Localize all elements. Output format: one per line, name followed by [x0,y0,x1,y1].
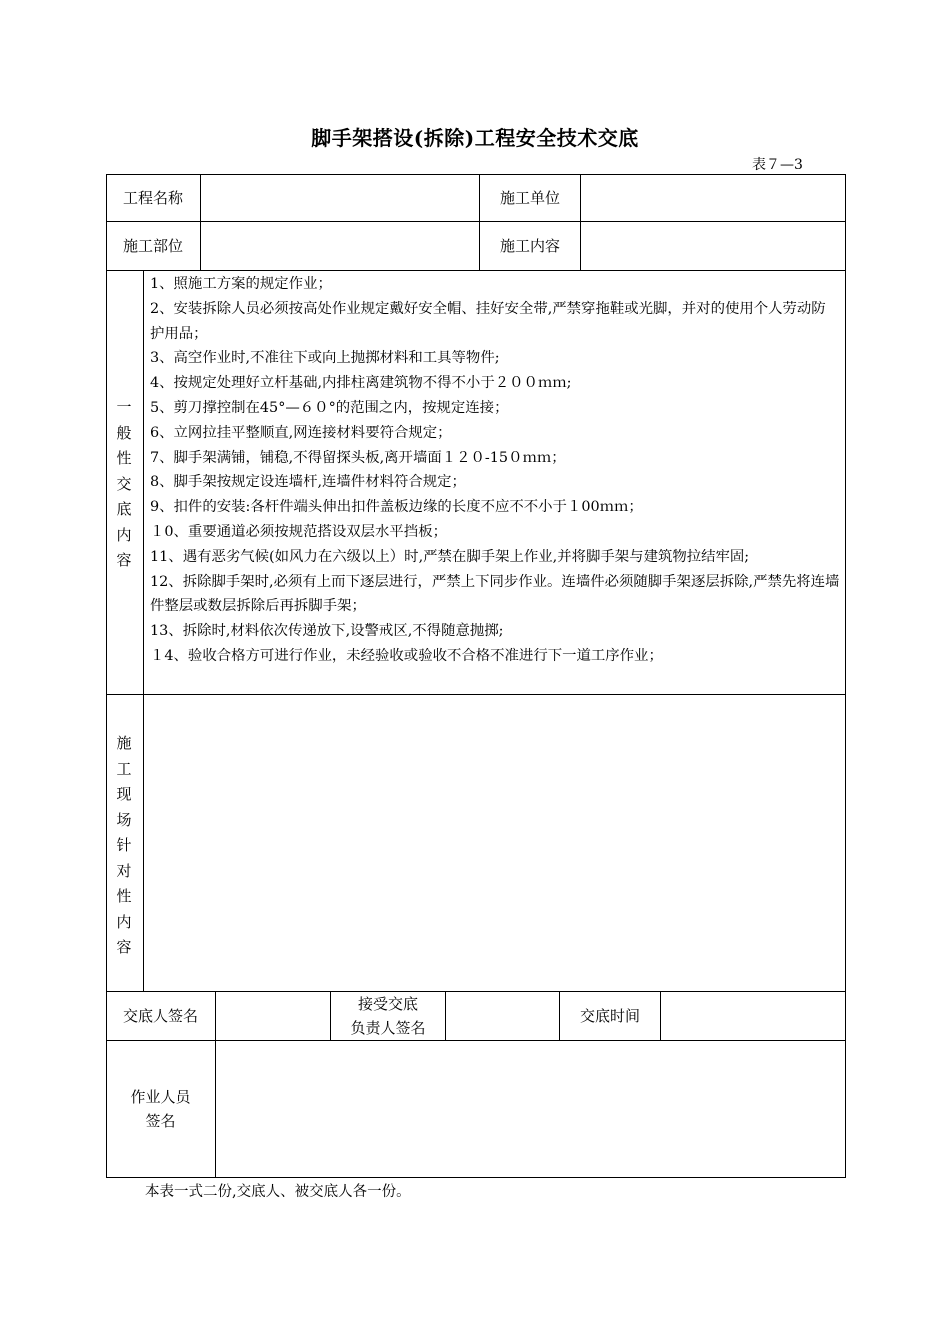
construction-content-value[interactable] [581,221,846,270]
general-item: 9、扣件的安装:各杆件端头伸出扣件盖板边缘的长度不应不不小于１00ｍｍ； [150,499,643,516]
general-item: 2、安装拆除人员必须按高处作业规定戴好安全帽、挂好安全带,严禁穿拖鞋或光脚，并对的使用个人劳动防护用品； [150,300,826,342]
workers-sign-label-line1: 作业人员 [130,1088,191,1106]
construction-unit-value[interactable] [581,174,846,221]
construction-unit-label: 施工单位 [499,188,560,207]
receiver-signer-label-line1: 接受交底 [357,994,418,1013]
label-char: 内 [116,525,132,544]
label-char: 工 [116,759,132,778]
label-char: 场 [116,810,132,829]
page-title: 脚手架搭设(拆除)工程安全技术交底 [311,126,639,150]
general-section-label [106,395,142,574]
label-char: 现 [116,785,132,803]
label-char: 施 [116,734,132,752]
construction-part-label: 施工部位 [122,236,183,255]
table-number: 表７—3 [752,157,803,173]
general-item: １0、重要通道必须按规范搭设双层水平挡板； [150,523,447,540]
label-char: 针 [116,836,132,854]
project-name-label: 工程名称 [122,188,183,207]
general-item: 5、剪刀撑控制在45°—６０°的范围之内，按规定连接； [150,399,509,416]
general-item: 8、脚手架按规定设连墙杆,连墙件材料符合规定； [150,474,466,491]
label-char: 对 [116,861,132,880]
general-item: 4、按规定处理好立杆基础,内排柱离建筑物不得不小于２００ｍｍ; [150,375,572,392]
general-item: 12、拆除脚手架时,必须有上而下逐层进行，严禁上下同步作业。连墙件必须随脚手架逐层拆除,严禁先将连墙件整层或数层拆除后再拆脚手架； [150,573,840,615]
label-char: 性 [116,887,132,905]
site-section-label [106,731,142,961]
footer-note: 本表一式二份,交底人、被交底人各一份。 [145,1184,411,1200]
site-content-value[interactable] [144,695,846,991]
label-char: 内 [116,912,132,931]
label-char: 交 [116,474,132,493]
receiver-signer-label [331,991,445,1040]
disclosure-time-value[interactable] [661,991,846,1040]
construction-content-label: 施工内容 [499,236,560,255]
workers-sign-label-line2: 签名 [145,1112,176,1130]
general-item: 1、照施工方案的规定作业； [150,276,332,292]
label-char: 一 [116,398,132,416]
workers-sign-value[interactable] [216,1040,846,1178]
label-char: 般 [116,423,132,442]
general-item: １4、验收合格方可进行作业，未经验收或验收不合格不准进行下一道工序作业； [150,647,663,664]
label-char: 容 [116,938,132,956]
construction-part-value[interactable] [201,221,479,270]
general-item: 6、立网拉挂平整顺直,网连接材料要符合规定； [150,424,452,441]
general-item: 7、脚手架满铺，铺稳,不得留探头板,离开墙面１２０-15０ｍｍ； [150,449,566,466]
label-char: 容 [116,551,132,569]
disclosure-time-label: 交底时间 [579,1006,640,1025]
receiver-signer-value[interactable] [446,991,559,1040]
workers-sign-label [106,1040,215,1178]
general-items-list [150,272,840,669]
label-char: 底 [116,500,132,518]
general-item: 3、高空作业时,不准往下或向上抛掷材料和工具等物件; [150,350,500,367]
disclosure-signer-value[interactable] [216,991,330,1040]
label-char: 性 [116,449,132,467]
general-item: 11、遇有恶劣气候(如风力在六级以上）时,严禁在脚手架上作业,并将脚手架与建筑物拉结牢固; [150,548,750,565]
general-item: 13、拆除时,材料依次传递放下,设警戒区,不得随意抛掷; [150,623,504,640]
disclosure-signer-label: 交底人签名 [122,1006,198,1025]
project-name-value[interactable] [201,174,479,221]
receiver-signer-label-line2: 负责人签名 [350,1018,426,1037]
